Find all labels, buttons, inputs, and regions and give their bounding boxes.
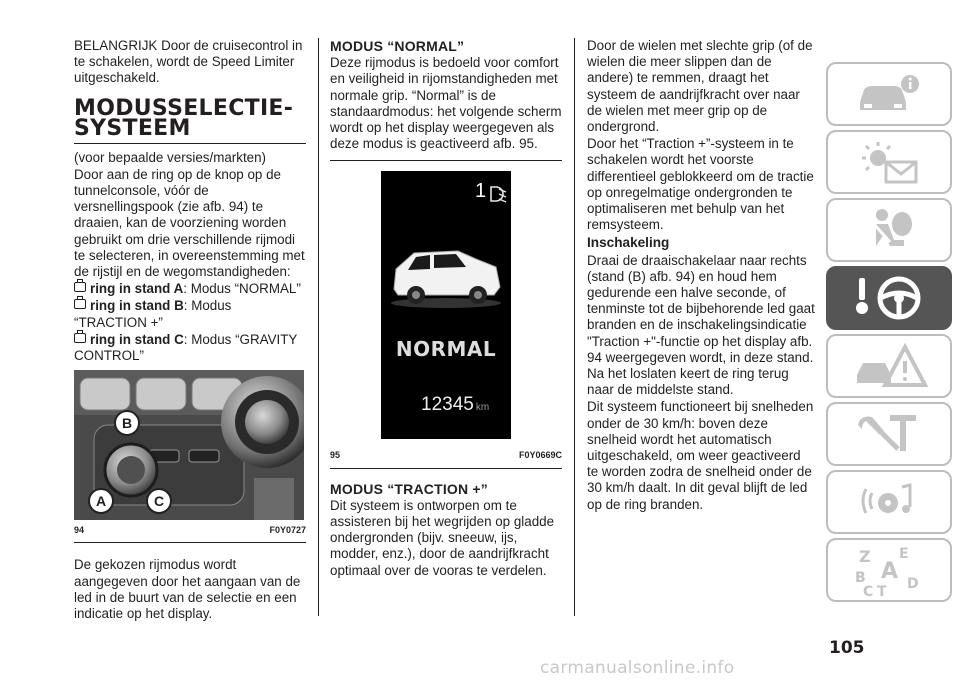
column-2 <box>330 38 562 580</box>
ring-item-a: ring in stand A: Modus “NORMAL” <box>74 281 306 297</box>
traction-mode-text: Dit systeem is ontworpen om te assisteren bij het wegrijden op gladde ondergronden (bijv. sneeuw, ijs, modder, enz.), door de aandrijfkracht optimaal over de vooras te verdelen. <box>330 497 555 578</box>
drive-mode-text: NORMAL <box>395 337 497 362</box>
paragraph-4: Dit systeem functioneert bij snelheden onder de 30 km/h: boven deze snelheid wordt het automatisch uitgeschakeld, om weer geactiveerd te worden zodra de snelheid onder de 30 km/h daalt. In dit geval blijft de led op de ring branden. <box>587 399 814 512</box>
figure-label-b: B <box>114 410 140 436</box>
section-body: Door aan de ring op de knop op de tunnelconsole, vóór de versnellingspook (zie afb. 94) te draaien, kan de voorziening worden gebruikt om drie verschillende rijmodi te selecteren, in overeenstemming met de rijstijl en de wegomstandigheden: <box>74 166 305 280</box>
figure-number: 95 <box>330 450 341 461</box>
chapter-tabs <box>826 62 956 606</box>
after-figure-text: De gekozen rijmodus wordt aangegeven door het aangaan van de led in de buurt van de selectie en een indicatie op het display. <box>74 557 301 622</box>
mode-selector-photo <box>74 370 304 520</box>
figure-rule <box>330 468 562 469</box>
paragraph-3: Draai de draaischakelaar naar rechts (stand (B) afb. 94) en houd hem gedurende een halve seconde, of tenminste tot de bijbehorende led gaat branden en de inschakelingsindicatie "Traction +"-functie op het display afb. 94 weergegeven wordt, in deze stand. Na het loslaten keert de ring terug naar de middelste stand. <box>587 252 815 398</box>
index-letters-icon <box>849 542 929 598</box>
index-letter-a: A <box>881 559 899 584</box>
ring-icon <box>74 282 86 292</box>
figure-95 <box>330 171 562 468</box>
chapter-tab-index[interactable] <box>826 538 952 602</box>
gear-indicator: 1 <box>475 180 487 203</box>
low-beam-icon <box>487 183 509 205</box>
instrument-cluster-display <box>381 171 511 439</box>
section-title <box>74 95 306 141</box>
figure-label-a: A <box>88 488 114 514</box>
ring-item-b: ring in stand B: Modus “TRACTION +” <box>74 298 232 330</box>
index-letter-b: B <box>855 570 866 586</box>
heading-activation: Inschakeling <box>587 235 670 251</box>
paragraph-2: Door het “Traction +”-systeem in te schakelen wordt het voorste differentieel geblokkeerd om de tractie op onregelmatige ondergronden te optimaliseren met behulp van het remsysteem. <box>587 136 814 233</box>
car-silhouette-icon <box>386 237 506 312</box>
odometer-readout <box>421 394 490 416</box>
column-divider <box>574 38 575 616</box>
steering-wheel-key-icon <box>849 272 929 324</box>
figure-95-caption <box>330 447 562 463</box>
intro-note: BELANGRIJK Door de cruisecontrol in te schakelen, wordt de Speed Limiter uitgeschakeld. <box>74 38 303 86</box>
figure-label-c: C <box>146 488 172 514</box>
index-letter-c: C <box>863 584 874 598</box>
watermark: carmanualsonline.info <box>540 658 735 678</box>
column-3 <box>587 38 815 514</box>
column-1 <box>74 38 306 623</box>
heading-traction-mode: MODUS “TRACTION +” <box>330 480 488 497</box>
figure-number: 94 <box>74 525 85 536</box>
figure-94-caption <box>74 522 306 538</box>
chapter-tab-multimedia[interactable] <box>826 470 952 534</box>
chapter-tab-emergency[interactable] <box>826 334 952 398</box>
section-title-line-1: MODUSSELECTIE- <box>74 95 294 121</box>
page-number: 105 <box>829 638 865 658</box>
chapter-tab-starting-driving[interactable] <box>826 266 952 330</box>
figure-code: F0Y0727 <box>269 525 306 536</box>
odometer-value: 12345 <box>421 394 474 416</box>
index-letter-t: T <box>877 584 887 598</box>
index-letter-d: D <box>907 576 919 592</box>
section-title-line-2: SYSTEEM <box>74 115 191 141</box>
warning-triangle-icon <box>849 341 929 391</box>
column-divider <box>318 38 319 616</box>
section-subtitle: (voor bepaalde versies/markten) <box>74 149 267 165</box>
figure-rule <box>330 160 562 161</box>
figure-code: F0Y0669C <box>518 450 562 461</box>
car-info-icon <box>854 72 924 116</box>
safety-airbag-icon <box>854 206 924 254</box>
chapter-tab-safety[interactable] <box>826 198 952 262</box>
title-rule <box>74 143 306 144</box>
figure-94 <box>74 370 306 543</box>
figure-rule <box>74 542 306 543</box>
normal-mode-text: Deze rijmodus is bedoeld voor comfort en veiligheid in rijomstandigheden met normale grip. “Normal” is de standaardmodus: het volgende scherm wordt op het display weergegeven als deze modus is geactiveerd afb. 95. <box>330 55 562 152</box>
dashboard-lights-icon <box>854 138 924 186</box>
ring-icon <box>74 333 86 343</box>
index-letter-e: E <box>899 546 909 562</box>
paragraph-1: Door de wielen met slechte grip (of de wielen die meer slippen dan de andere) te remmen, draagt het systeem de aandrijfkracht over naar de wielen met meer grip op de ondergrond. <box>587 38 813 135</box>
odometer-unit: km <box>475 402 490 414</box>
chapter-tab-service[interactable] <box>826 402 952 466</box>
chapter-tab-dashboard[interactable] <box>826 130 952 194</box>
chapter-tab-car-info[interactable] <box>826 62 952 126</box>
index-letter-z: Z <box>859 547 871 566</box>
ring-item-c: ring in stand C: Modus “GRAVITY CONTROL” <box>74 331 298 364</box>
ring-icon <box>74 299 86 309</box>
tech-media-icon <box>854 477 924 527</box>
service-tools-icon <box>854 409 924 459</box>
heading-normal-mode: MODUS “NORMAL” <box>330 38 465 54</box>
